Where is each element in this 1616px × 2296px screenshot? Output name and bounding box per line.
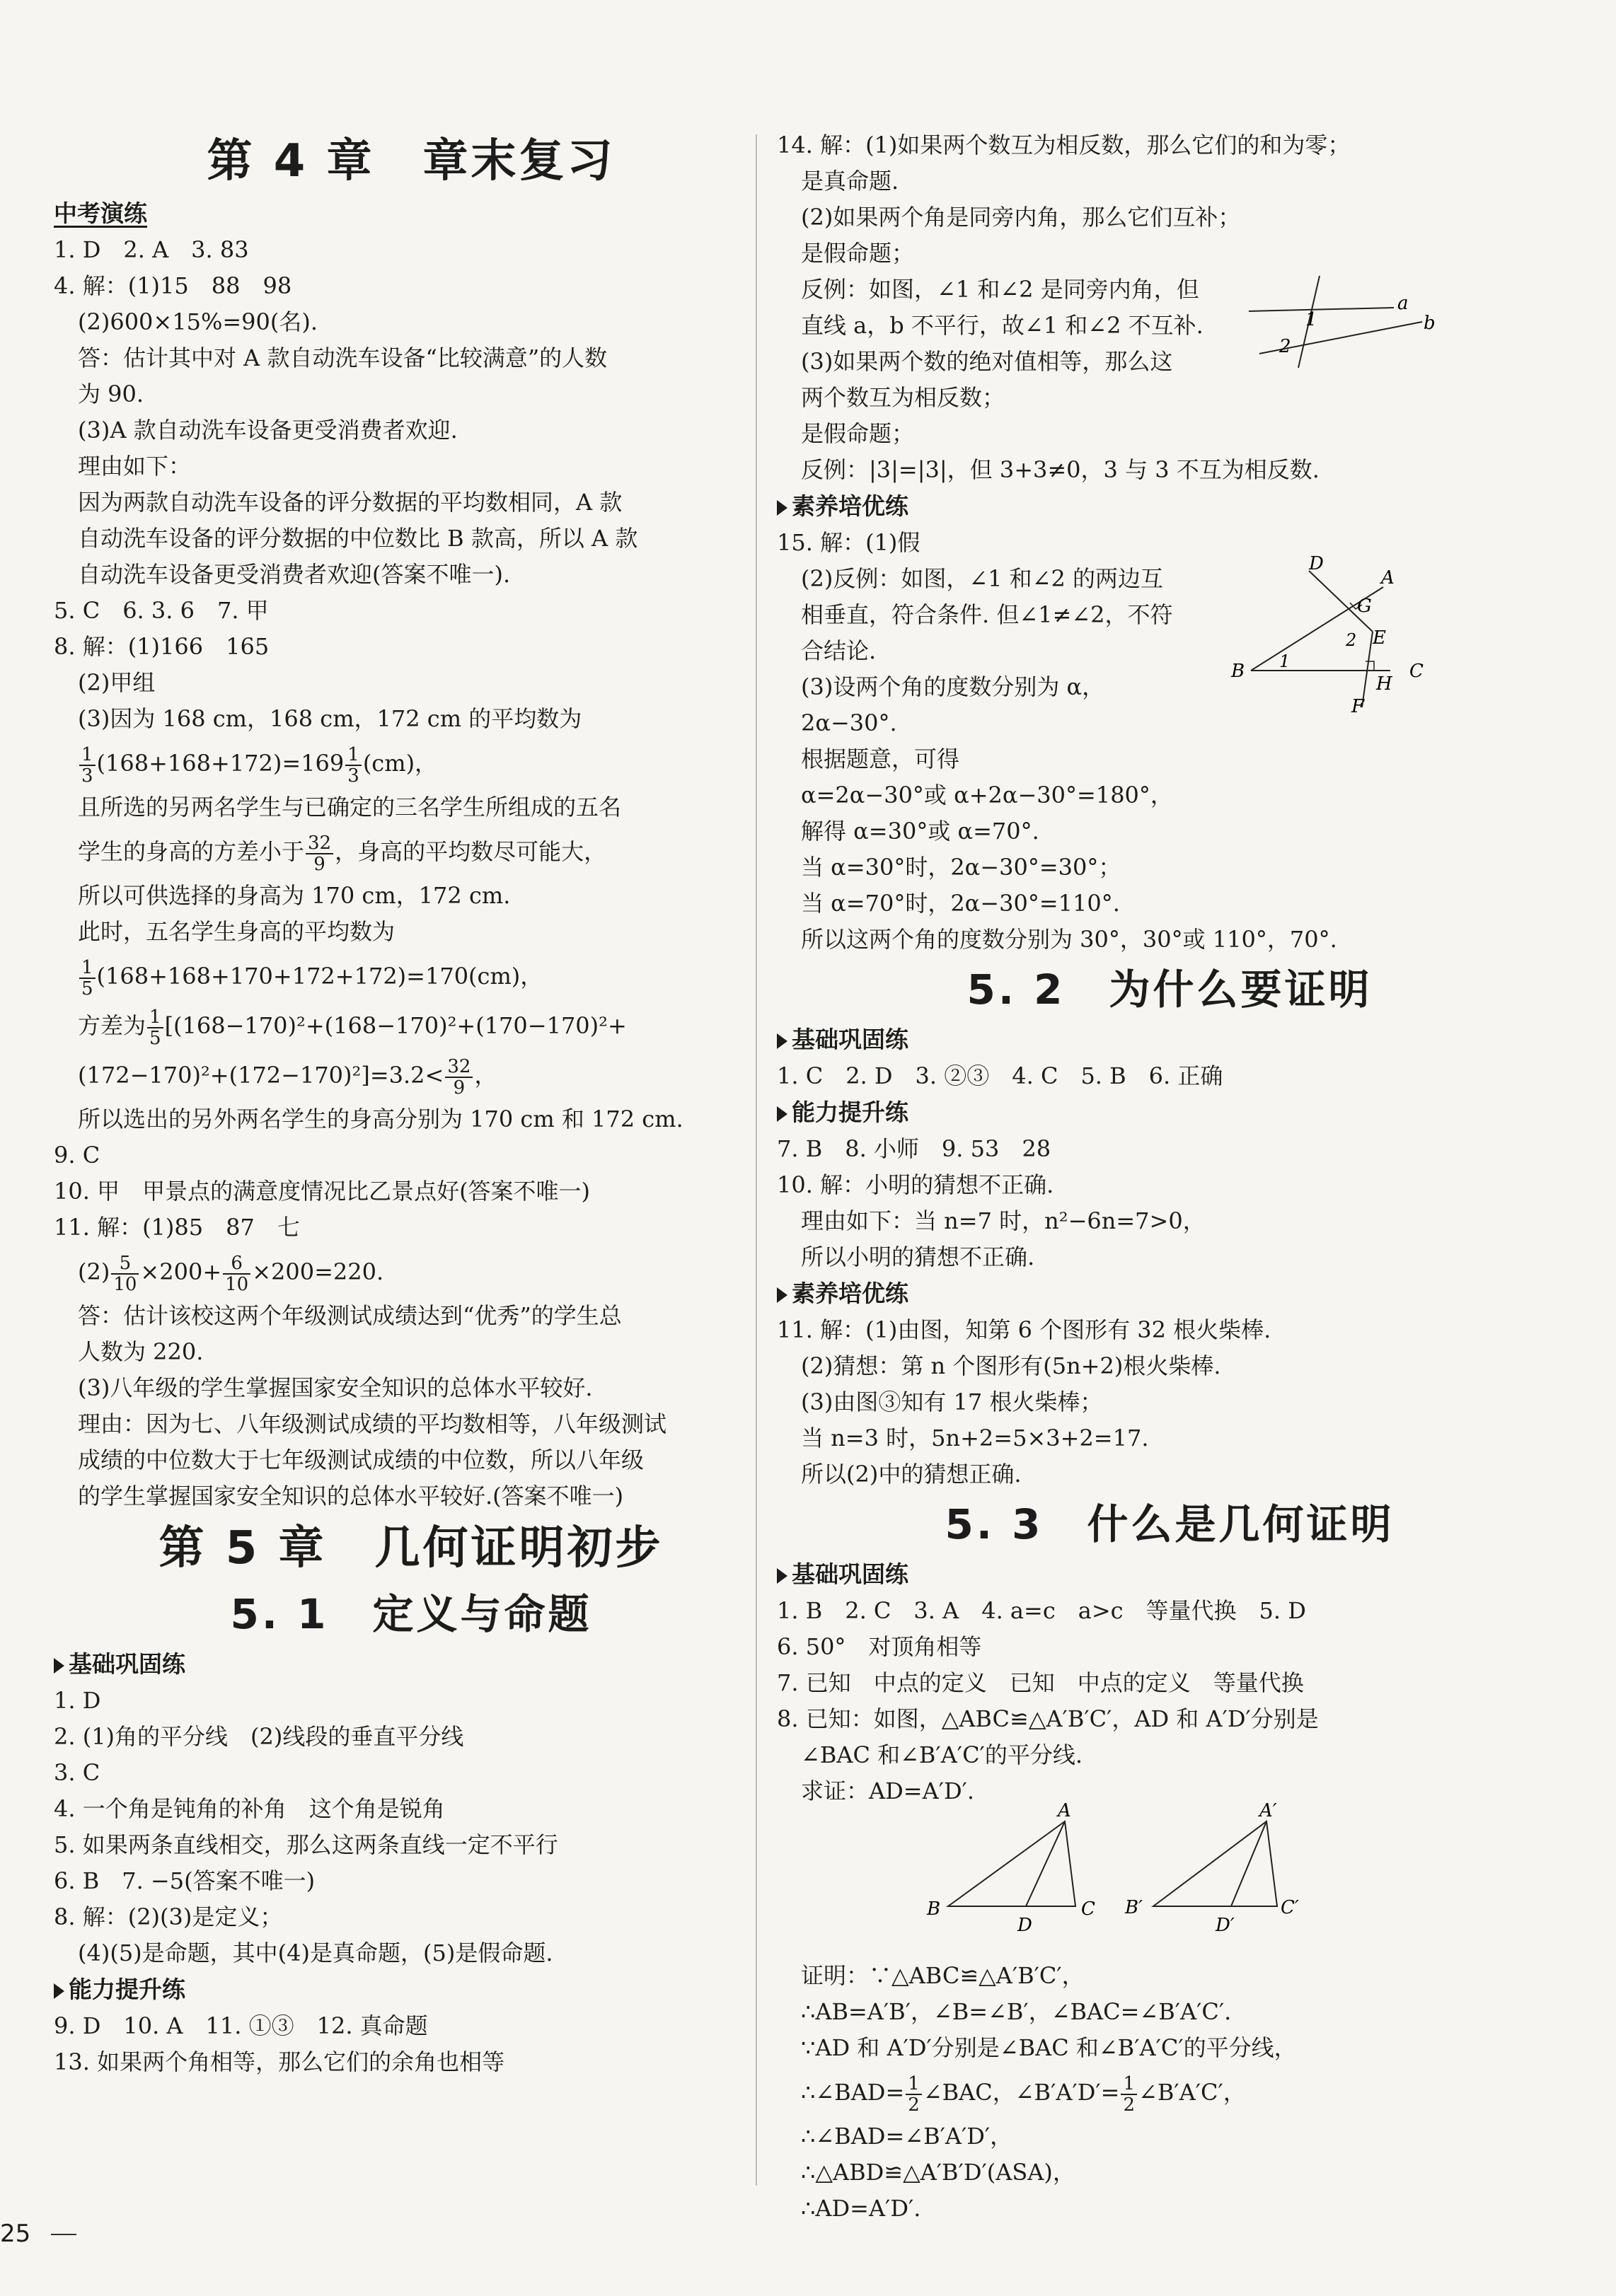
triangle-bullet-icon bbox=[54, 1658, 64, 1674]
svg-text:b: b bbox=[1424, 313, 1436, 334]
answer-line: 9. D 10. A 11. ①③ 12. 真命题 bbox=[54, 2012, 428, 2039]
answer-line: 2α−30°. bbox=[801, 709, 897, 736]
answer-line: 当 α=30°时，2α−30°=30°； bbox=[801, 854, 1121, 881]
svg-text:D: D bbox=[1309, 555, 1324, 574]
section-heading-ability: 能力提升练 bbox=[54, 1971, 768, 2008]
answer-line: 15. 解：(1)假 bbox=[777, 529, 920, 556]
fraction: $\frac{32}{9}$ bbox=[306, 833, 333, 874]
fraction: $\frac{1}{2}$ bbox=[1121, 2074, 1137, 2115]
answer-line: 2. (1)角的平分线 (2)线段的垂直平分线 bbox=[54, 1723, 464, 1750]
fraction: $\frac{6}{10}$ bbox=[223, 1253, 250, 1294]
answer-line: 10. 解：小明的猜想不正确. bbox=[777, 1171, 1054, 1198]
svg-text:B: B bbox=[927, 1898, 941, 1920]
answer-line: 当 α=70°时，2α−30°=110°. bbox=[801, 890, 1120, 917]
answer-line: 1. B 2. C 3. A 4. a=c a>c 等量代换 5. D bbox=[777, 1597, 1306, 1624]
svg-text:A: A bbox=[1058, 1800, 1071, 1821]
answer-line: 的学生掌握国家安全知识的总体水平较好.(答案不唯一) bbox=[78, 1483, 624, 1509]
answer-line: 求证：AD=A′D′. bbox=[801, 1778, 975, 1804]
answer-line-fraction: $\frac{1}{5}$ (168+168+170+172+172)=170(cm)， bbox=[54, 953, 768, 999]
answer-line: (3)由图③知有 17 根火柴棒； bbox=[801, 1388, 1103, 1415]
answer-line: 11. 解：(1)85 87 七 bbox=[54, 1214, 300, 1241]
answer-line: 8. 解：(1)166 165 bbox=[54, 633, 270, 660]
answer-line-fraction: 学生的身高的方差小于 $\frac{32}{9}$ ，身高的平均数尽可能大， bbox=[78, 832, 607, 875]
triangle-bullet-icon bbox=[777, 1106, 787, 1122]
answer-line: 因为两款自动洗车设备的评分数据的平均数相同，A 款 bbox=[78, 489, 623, 516]
figure-congruent-triangles bbox=[913, 1797, 1309, 1941]
left-column bbox=[54, 127, 768, 2080]
svg-text:B′: B′ bbox=[1125, 1897, 1143, 1918]
answer-line: 成绩的中位数大于七年级测试成绩的中位数，所以八年级 bbox=[78, 1446, 645, 1473]
figure-perpendicular-angles bbox=[1224, 555, 1436, 721]
triangle-bullet-icon bbox=[777, 500, 787, 516]
answer-line: 6. B 7. −5(答案不唯一) bbox=[54, 1867, 316, 1894]
triangle-bullet-icon bbox=[54, 1983, 64, 1999]
answer-line-fraction: (2) $\frac{5}{10}$ ×200+ $\frac{6}{10}$ ×200=220. bbox=[78, 1252, 384, 1295]
triangle-bullet-icon bbox=[777, 1568, 787, 1584]
fraction: $\frac{5}{10}$ bbox=[111, 1253, 139, 1294]
answer-line: 是假命题； bbox=[801, 420, 915, 447]
answer-line: 反例：如图，∠1 和∠2 是同旁内角，但 bbox=[801, 276, 1199, 303]
answer-line: α=2α−30°或 α+2α−30°=180°， bbox=[801, 782, 1173, 808]
answer-line: ∠BAC 和∠B′A′C′的平分线. bbox=[801, 1741, 1083, 1768]
svg-text:C′: C′ bbox=[1281, 1897, 1299, 1918]
answer-line: 5. 如果两条直线相交，那么这两条直线一定不平行 bbox=[54, 1831, 558, 1858]
fraction: $\frac{1}{3}$ bbox=[79, 745, 96, 786]
answer-line: (3)设两个角的度数分别为 α， bbox=[801, 673, 1105, 700]
answer-line: 自动洗车设备更受消费者欢迎(答案不唯一). bbox=[78, 561, 511, 588]
answer-line: 答：估计该校这两个年级测试成绩达到“优秀”的学生总 bbox=[78, 1302, 622, 1329]
svg-text:B: B bbox=[1231, 661, 1245, 682]
svg-text:C: C bbox=[1081, 1898, 1095, 1920]
figure-transversal bbox=[1245, 272, 1436, 374]
svg-text:D: D bbox=[1017, 1915, 1032, 1936]
answer-line: 3. C bbox=[54, 1759, 100, 1786]
answer-line: (2)反例：如图，∠1 和∠2 的两边互 bbox=[801, 565, 1164, 592]
section-5-3-title: 5. 3 什么是几何证明 bbox=[945, 1500, 1395, 1548]
section-heading-basic: 基础巩固练 bbox=[777, 1556, 1562, 1593]
svg-text:A: A bbox=[1381, 567, 1395, 589]
triangle-bullet-icon bbox=[777, 1033, 787, 1049]
answer-line: 所以小明的猜想不正确. bbox=[801, 1243, 1035, 1270]
answer-line: 理由如下： bbox=[78, 453, 192, 480]
chapter-5-title: 第 5 章 几何证明初步 bbox=[158, 1522, 664, 1575]
fraction: $\frac{1}{5}$ bbox=[79, 958, 96, 999]
answer-line: 所以这两个角的度数分别为 30°，30°或 110°，70°. bbox=[801, 926, 1337, 953]
fraction: $\frac{32}{9}$ bbox=[445, 1057, 473, 1098]
answer-line: 10. 甲 甲景点的满意度情况比乙景点好(答案不唯一) bbox=[54, 1178, 591, 1205]
answer-line: 5. C 6. 3. 6 7. 甲 bbox=[54, 597, 269, 624]
section-heading-excellence: 素养培优练 bbox=[777, 1275, 1562, 1312]
answer-line: 9. C bbox=[54, 1142, 100, 1169]
fraction: $\frac{1}{2}$ bbox=[906, 2074, 922, 2115]
answer-line: 人数为 220. bbox=[78, 1338, 204, 1365]
svg-text:D′: D′ bbox=[1216, 1915, 1235, 1936]
answer-line: 解得 α=30°或 α=70°. bbox=[801, 818, 1039, 845]
page-number: 25 bbox=[0, 2220, 31, 2248]
triangle-bullet-icon bbox=[777, 1287, 787, 1303]
svg-text:a: a bbox=[1397, 293, 1409, 314]
section-heading-ability: 能力提升练 bbox=[777, 1094, 1562, 1131]
answer-line: 所以可供选择的身高为 170 cm，172 cm. bbox=[78, 882, 511, 909]
answer-line: 自动洗车设备的评分数据的中位数比 B 款高，所以 A 款 bbox=[78, 525, 638, 552]
section-5-2-title: 5. 2 为什么要证明 bbox=[966, 966, 1373, 1014]
answer-line: ∴AD=A′D′. bbox=[801, 2195, 921, 2222]
answer-line: 1. D bbox=[54, 1687, 101, 1714]
answer-line: 6. 50° 对顶角相等 bbox=[777, 1633, 982, 1660]
answer-line: 两个数互为相反数； bbox=[801, 384, 1005, 411]
svg-text:2: 2 bbox=[1279, 336, 1291, 357]
answer-line: (2)600×15%=90(名). bbox=[78, 308, 318, 335]
answer-line: 1. C 2. D 3. ②③ 4. C 5. B 6. 正确 bbox=[777, 1062, 1223, 1089]
answer-line-fraction: (172−170)²+(172−170)²]=3.2< $\frac{32}{9}$ ， bbox=[78, 1055, 497, 1098]
answer-line: 13. 如果两个角相等，那么它们的余角也相等 bbox=[54, 2048, 505, 2075]
answer-line-fraction: 方差为 $\frac{1}{5}$ [(168−170)²+(168−170)²+(170−170)²+ bbox=[78, 1006, 627, 1049]
answer-line: (3)八年级的学生掌握国家安全知识的总体水平较好. bbox=[78, 1374, 593, 1401]
answer-line: 是假命题； bbox=[801, 240, 915, 267]
answer-line: 4. 解：(1)15 88 98 bbox=[54, 272, 292, 299]
page-number-rule bbox=[51, 2234, 76, 2235]
answer-line: 11. 解：(1)由图，知第 6 个图形有 32 根火柴棒. bbox=[777, 1316, 1271, 1343]
chapter-4-title: 第 4 章 章末复习 bbox=[207, 135, 616, 187]
svg-text:2: 2 bbox=[1346, 630, 1357, 650]
svg-text:A′: A′ bbox=[1259, 1800, 1277, 1821]
svg-text:F: F bbox=[1351, 696, 1365, 717]
answer-line-fraction: $\frac{1}{3}$ (168+168+172)=169 $\frac{1}{3}$ (cm)， bbox=[54, 740, 768, 787]
fraction: $\frac{1}{3}$ bbox=[345, 745, 362, 786]
svg-text:1: 1 bbox=[1279, 651, 1291, 671]
answer-line: 所以(2)中的猜想正确. bbox=[801, 1461, 1022, 1488]
answer-line: 相垂直，符合条件. 但∠1≠∠2，不符 bbox=[801, 601, 1173, 628]
answer-line: (2)猜想：第 n 个图形有(5n+2)根火柴棒. bbox=[801, 1352, 1221, 1379]
answer-line: 理由如下：当 n=7 时，n²−6n=7>0， bbox=[801, 1207, 1206, 1234]
svg-text:C: C bbox=[1409, 661, 1424, 682]
svg-text:G: G bbox=[1357, 596, 1372, 617]
answer-line: 理由：因为七、八年级测试成绩的平均数相等，八年级测试 bbox=[78, 1410, 667, 1437]
answer-line: 反例：|3|=|3|，但 3+3≠0，3 与 3 不互为相反数. bbox=[801, 456, 1320, 483]
section-5-1-title: 5. 1 定义与命题 bbox=[230, 1590, 592, 1638]
answer-line: 8. 解：(2)(3)是定义； bbox=[54, 1903, 283, 1930]
answer-line: ∵AD 和 A′D′分别是∠BAC 和∠B′A′C′的平分线， bbox=[801, 2034, 1297, 2061]
svg-text:E: E bbox=[1373, 627, 1386, 649]
answer-line: ∴AB=A′B′，∠B=∠B′，∠BAC=∠B′A′C′. bbox=[801, 1998, 1232, 2025]
answer-line: 证明：∵△ABC≌△A′B′C′， bbox=[801, 1962, 1085, 1989]
answer-line: ∴△ABD≌△A′B′D′(ASA)， bbox=[801, 2159, 1075, 2186]
answer-line: 8. 已知：如图，△ABC≌△A′B′C′，AD 和 A′D′分别是 bbox=[777, 1705, 1319, 1732]
answer-line: 所以选出的另外两名学生的身高分别为 170 cm 和 172 cm. bbox=[78, 1106, 683, 1132]
answer-line: ∴∠BAD=∠B′A′D′， bbox=[801, 2123, 1013, 2150]
answer-line: 根据题意，可得 bbox=[801, 746, 960, 772]
answer-line: 7. B 8. 小师 9. 53 28 bbox=[777, 1135, 1051, 1162]
answer-line: (2)如果两个角是同旁内角，那么它们互补； bbox=[801, 204, 1241, 231]
answer-line: 答：估计其中对 A 款自动洗车设备“比较满意”的人数 bbox=[78, 344, 608, 371]
answer-line: 且所选的另两名学生与已确定的三名学生所组成的五名 bbox=[78, 794, 622, 821]
answer-line: 当 n=3 时，5n+2=5×3+2=17. bbox=[801, 1425, 1149, 1451]
answer-line: 直线 a，b 不平行，故∠1 和∠2 不互补. bbox=[801, 312, 1204, 339]
answer-line: (3)如果两个数的绝对值相等，那么这 bbox=[801, 348, 1173, 375]
answer-line: 4. 一个角是钝角的补角 这个角是锐角 bbox=[54, 1795, 445, 1822]
answer-line: 1. D 2. A 3. 83 bbox=[54, 236, 249, 263]
answer-line: 合结论. bbox=[801, 637, 877, 664]
answer-line: (3)A 款自动洗车设备更受消费者欢迎. bbox=[78, 417, 458, 443]
answer-line: (2)甲组 bbox=[78, 669, 156, 696]
section-heading-zhongkao: 中考演练 bbox=[54, 199, 147, 227]
section-heading-basic: 基础巩固练 bbox=[54, 1646, 768, 1683]
answer-line: 为 90. bbox=[78, 381, 144, 407]
svg-text:1: 1 bbox=[1305, 309, 1317, 330]
answer-line-fraction: ∴∠BAD= $\frac{1}{2}$ ∠BAC，∠B′A′D′= $\frac{1}{2}$ ∠B′A′C′， bbox=[801, 2072, 1246, 2116]
answer-line: 此时，五名学生身高的平均数为 bbox=[78, 918, 396, 945]
answer-line: (3)因为 168 cm，168 cm，172 cm 的平均数为 bbox=[78, 705, 582, 732]
answer-line: 14. 解：(1)如果两个数互为相反数，那么它们的和为零； bbox=[777, 132, 1351, 158]
fraction: $\frac{1}{5}$ bbox=[147, 1007, 163, 1048]
answer-line: 7. 已知 中点的定义 已知 中点的定义 等量代换 bbox=[777, 1669, 1304, 1696]
answer-line: 是真命题. bbox=[801, 168, 899, 195]
section-heading-excellence: 素养培优练 bbox=[777, 488, 1562, 525]
svg-text:H: H bbox=[1376, 673, 1392, 695]
section-heading-basic: 基础巩固练 bbox=[777, 1021, 1562, 1058]
answer-line: (4)(5)是命题，其中(4)是真命题，(5)是假命题. bbox=[78, 1940, 553, 1966]
